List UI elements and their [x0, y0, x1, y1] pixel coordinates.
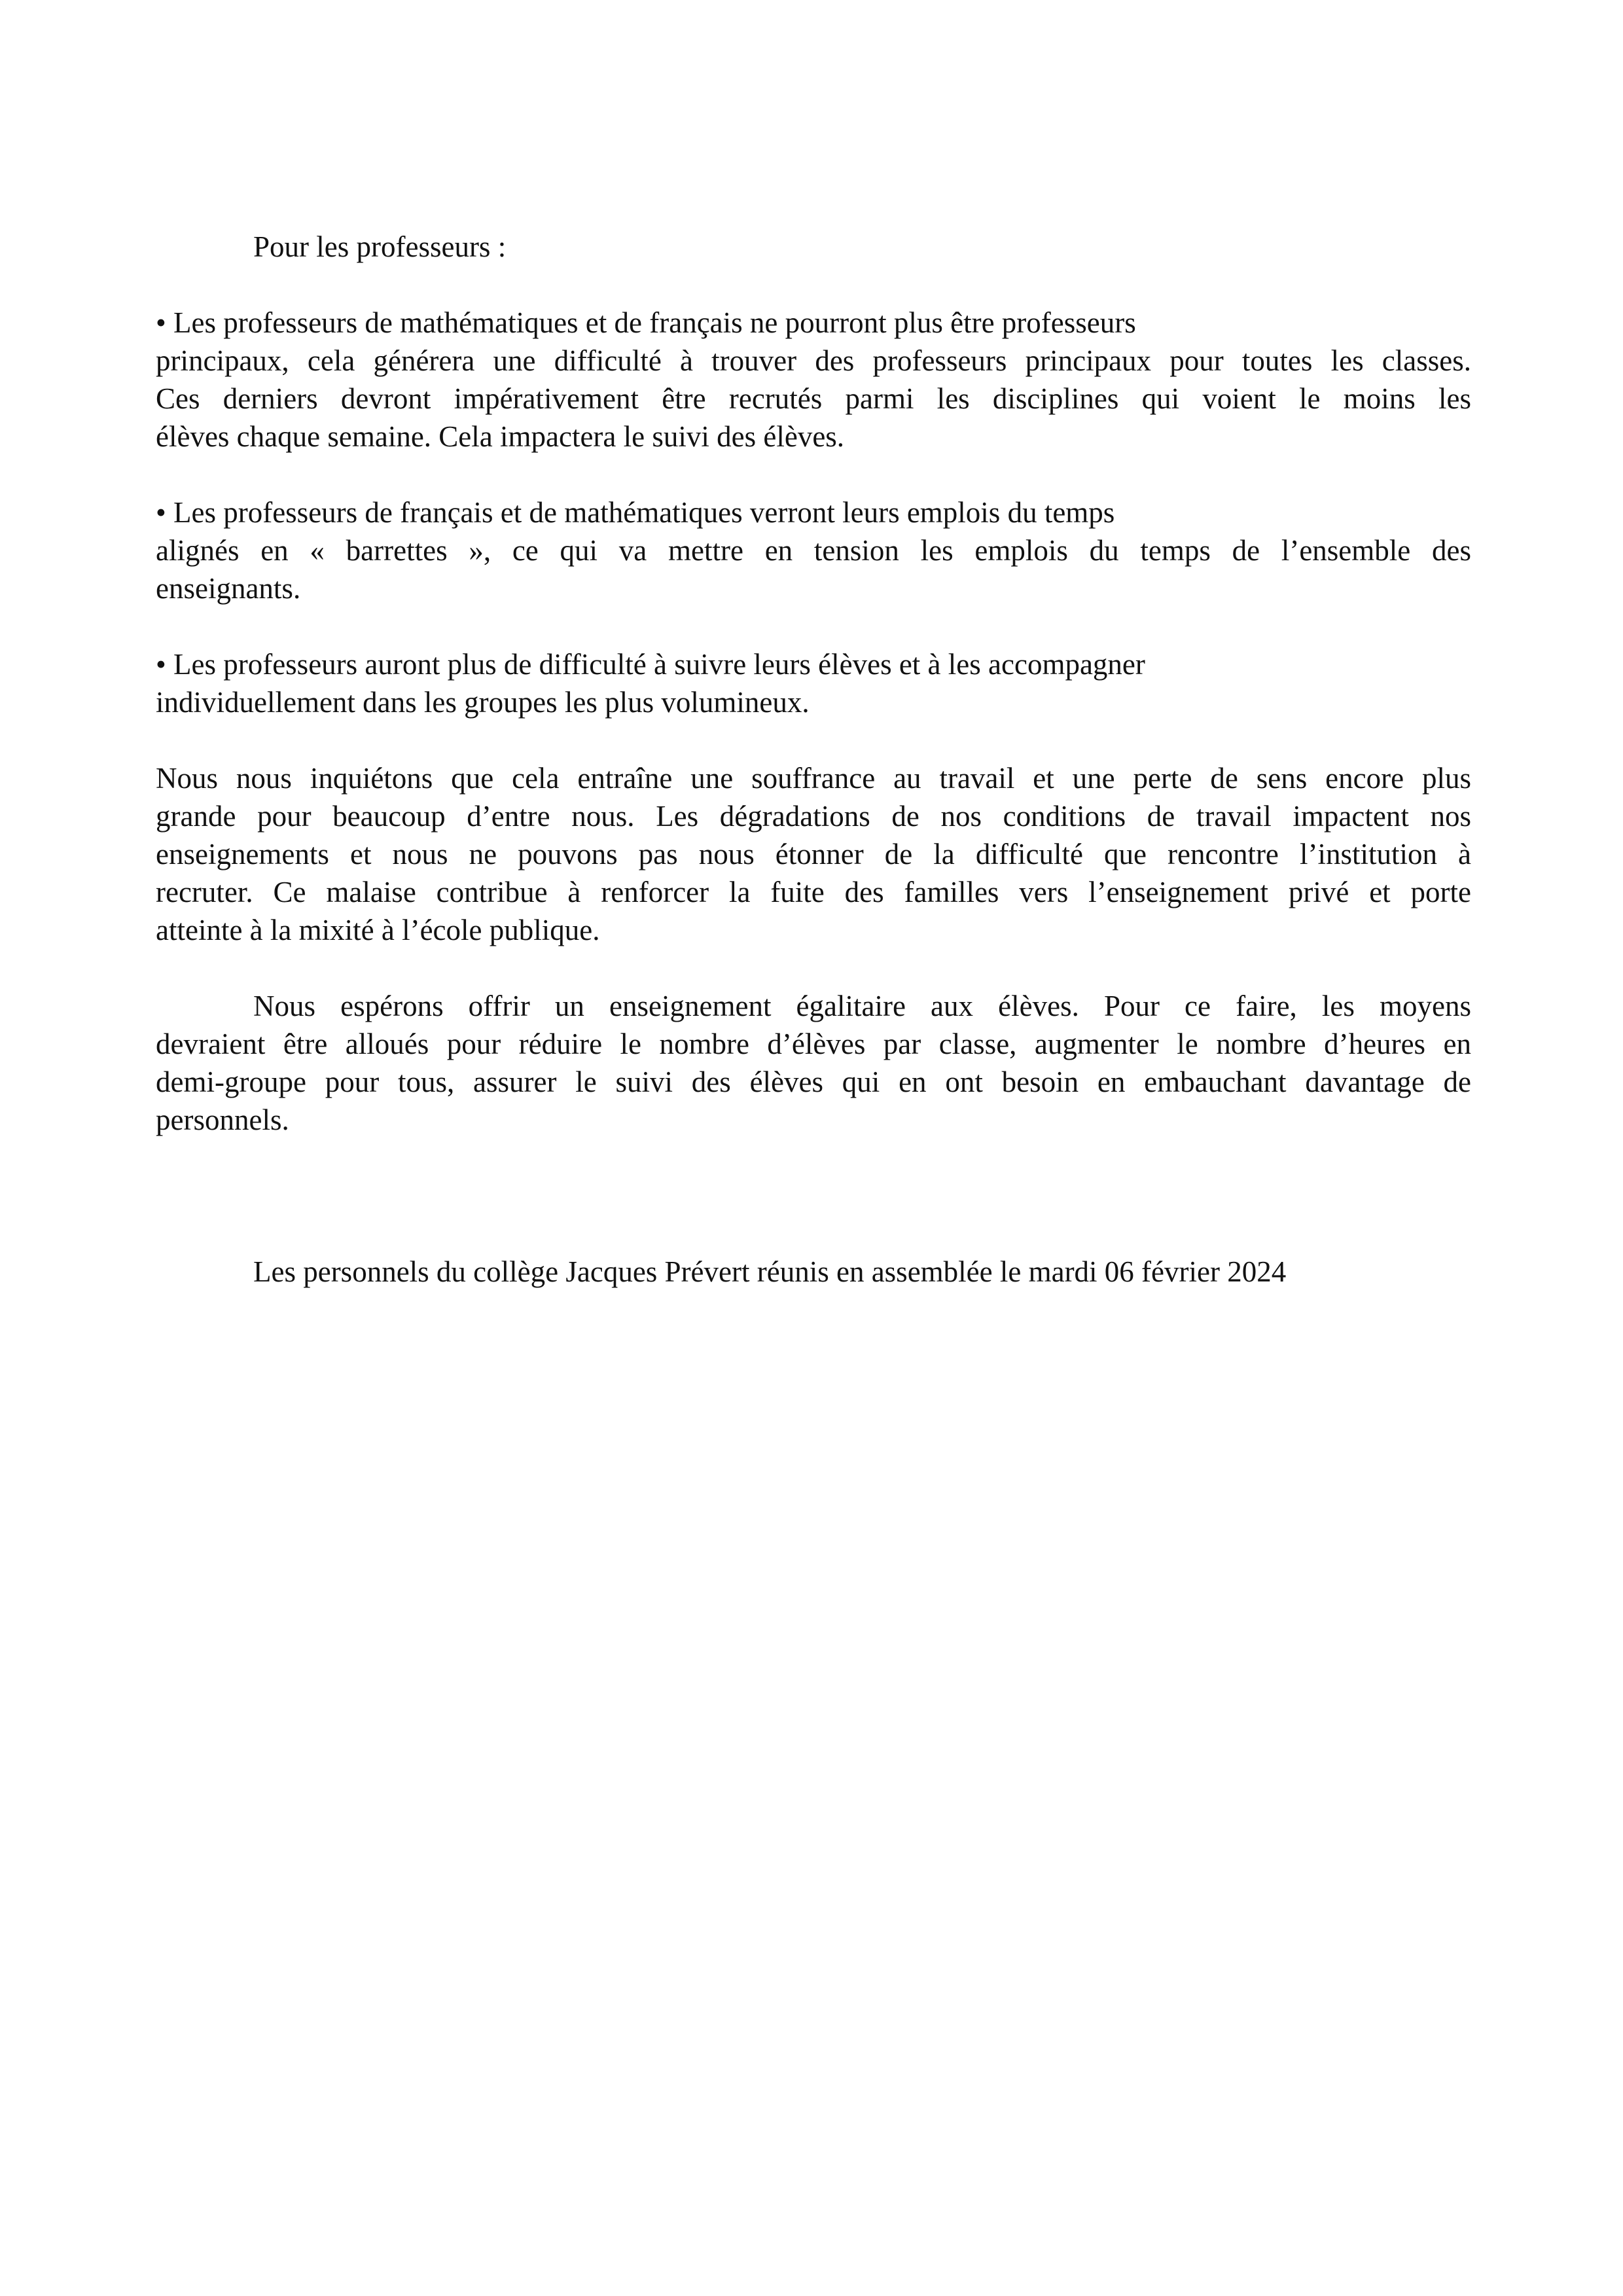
bullet-item-principal-teachers — [156, 304, 1471, 456]
document-body — [156, 228, 1471, 1320]
bullet-line: Ces derniers devront impérativement être recrutés parmi les disciplines qui voient le moins les — [156, 382, 1471, 415]
paragraph-line: recruter. Ce malaise contribue à renforcer la fuite des familles vers l’enseignement privé et porte — [156, 876, 1471, 908]
bullet-line: enseignants. — [156, 572, 301, 605]
bullet-line: élèves chaque semaine. Cela impactera le suivi des élèves. — [156, 420, 845, 453]
bullet-item-student-follow-up — [156, 645, 1471, 721]
paragraph-hope — [156, 987, 1471, 1139]
bullet-line: • Les professeurs de français et de mathématiques verront leurs emplois du temps — [156, 496, 1115, 529]
paragraph-line: atteinte à la mixité à l’école publique. — [156, 914, 600, 946]
bullet-line: alignés en « barrettes », ce qui va mettre en tension les emplois du temps de l’ensemble des — [156, 534, 1471, 567]
section-heading: Pour les professeurs : — [253, 230, 507, 263]
signature-line: Les personnels du collège Jacques Prévert réunis en assemblée le mardi 06 février 2024 — [253, 1255, 1287, 1288]
paragraph-line: devraient être alloués pour réduire le nombre d’élèves par classe, augmenter le nombre d’heures en — [156, 1028, 1471, 1060]
paragraph-line: Nous nous inquiétons que cela entraîne une souffrance au travail et une perte de sens encore plus — [156, 762, 1471, 795]
paragraph-line: Nous espérons offrir un enseignement égalitaire aux élèves. Pour ce faire, les moyens — [253, 990, 1471, 1022]
bullet-line: • Les professeurs auront plus de difficulté à suivre leurs élèves et à les accompagner — [156, 648, 1145, 681]
bullet-item-timetables — [156, 493, 1471, 607]
bullet-line: individuellement dans les groupes les plus volumineux. — [156, 686, 810, 719]
paragraph-concern — [156, 759, 1471, 949]
bullet-line: • Les professeurs de mathématiques et de français ne pourront plus être professeurs — [156, 306, 1136, 339]
paragraph-line: enseignements et nous ne pouvons pas nous étonner de la difficulté que rencontre l’institution à — [156, 838, 1471, 870]
paragraph-line: grande pour beaucoup d’entre nous. Les dégradations de nos conditions de travail impactent nos — [156, 800, 1471, 833]
paragraph-line: personnels. — [156, 1103, 289, 1136]
bullet-line: principaux, cela générera une difficulté à trouver des professeurs principaux pour toutes les classes. — [156, 344, 1471, 377]
paragraph-line: demi-groupe pour tous, assurer le suivi des élèves qui en ont besoin en embauchant davantage de — [156, 1066, 1471, 1098]
